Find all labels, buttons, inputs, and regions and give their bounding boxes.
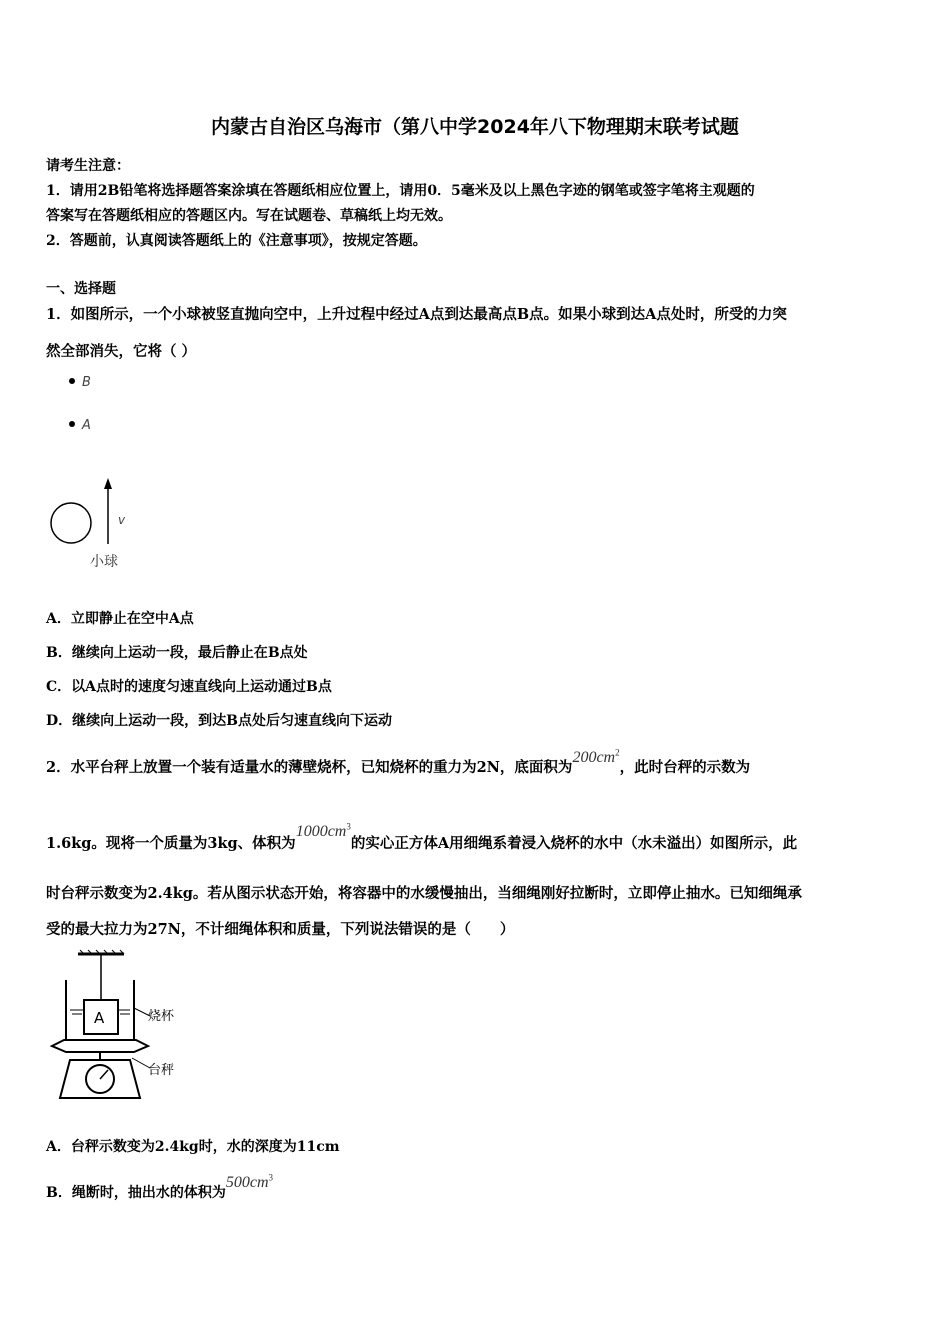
option-b-volume-exponent: 3 <box>268 1172 273 1183</box>
cube-a-label: A <box>94 1009 105 1027</box>
volume-value: 1000cm <box>295 823 347 840</box>
q2-option-a: A．台秤示数变为2.4kg时，水的深度为11cm <box>46 1139 340 1155</box>
q1-stem-line-2: 然全部消失，它将（ ） <box>46 343 197 360</box>
q1-option-a: A．立即静止在空中A点 <box>46 611 194 627</box>
section-heading: 一、选择题 <box>46 281 116 297</box>
ball-shape <box>51 503 91 543</box>
option-b-volume-value: 500cm <box>225 1174 269 1191</box>
scale-pan <box>52 1040 148 1052</box>
area-exponent: 2 <box>615 747 620 758</box>
q2-line-1-text-a: 2．水平台秤上放置一个装有适量水的薄壁烧杯，已知烧杯的重力为2N，底面积为 <box>46 759 573 776</box>
q1-option-d: D．继续向上运动一段，到达B点处后匀速直线向下运动 <box>46 713 392 729</box>
q2-stem-line-2 <box>46 821 798 853</box>
q1-figure <box>44 368 164 578</box>
velocity-arrowhead <box>104 478 112 489</box>
beaker-label: 烧杯 <box>148 1009 175 1024</box>
q2-line-2-text-b: 的实心正方体A用细绳系着浸入烧杯的水中（水未溢出）如图所示，此 <box>350 835 798 852</box>
point-b-dot <box>69 378 75 384</box>
q2-stem-line-3: 时台秤示数变为2.4kg。若从图示状态开始，将容器中的水缓慢抽出，当细绳刚好拉断时，立即停止抽水。已知细绳承 <box>46 885 802 902</box>
notice-item-1-line-2: 答案写在答题纸相应的答题区内。写在试题卷、草稿纸上均无效。 <box>46 208 452 224</box>
notice-header: 请考生注意： <box>46 158 130 174</box>
notice-item-2: 2．答题前，认真阅读答题纸上的《注意事项》，按规定答题。 <box>46 233 427 249</box>
scale-needle <box>100 1070 108 1079</box>
q2-area-formula <box>572 749 619 766</box>
page-title: 内蒙古自治区乌海市（第八中学2024年八下物理期末联考试题 <box>211 116 739 138</box>
q2-stem-line-1 <box>46 747 751 777</box>
notice-item-1-line-1: 1．请用2B铅笔将选择题答案涂填在答题纸相应位置上，请用0．5毫米及以上黑色字迹的钢笔或签字笔将主观题的 <box>46 183 755 199</box>
point-b-label: B <box>82 375 91 390</box>
q2-option-b-text: B．绳断时，抽出水的体积为 <box>46 1185 226 1201</box>
volume-exponent: 3 <box>346 821 351 832</box>
q2-line-1-text-b: ，此时台秤的示数为 <box>619 759 751 776</box>
ball-label: 小球 <box>90 554 118 570</box>
q1-stem-line-1: 1．如图所示，一个小球被竖直抛向空中，上升过程中经过A点到达最高点B点。如果小球到达A点处时，所受的力突 <box>46 306 787 323</box>
q2-line-2-text-a: 1.6kg。现将一个质量为3kg、体积为 <box>46 835 296 852</box>
q1-option-c: C．以A点时的速度匀速直线向上运动通过B点 <box>46 679 332 695</box>
q2-figure <box>44 948 194 1106</box>
point-a-dot <box>69 421 75 427</box>
point-a-label: A <box>82 418 91 433</box>
scale-label: 台秤 <box>148 1063 175 1078</box>
q2-volume-formula <box>296 823 351 840</box>
q2-option-b-formula <box>226 1174 273 1191</box>
area-value: 200cm <box>572 749 616 766</box>
q1-option-b: B．继续向上运动一段，最后静止在B点处 <box>46 645 308 661</box>
velocity-label: v <box>118 513 126 527</box>
q2-stem-line-4: 受的最大拉力为27N，不计细绳体积和质量，下列说法错误的是（ ） <box>46 921 515 938</box>
q2-option-b <box>46 1172 273 1202</box>
